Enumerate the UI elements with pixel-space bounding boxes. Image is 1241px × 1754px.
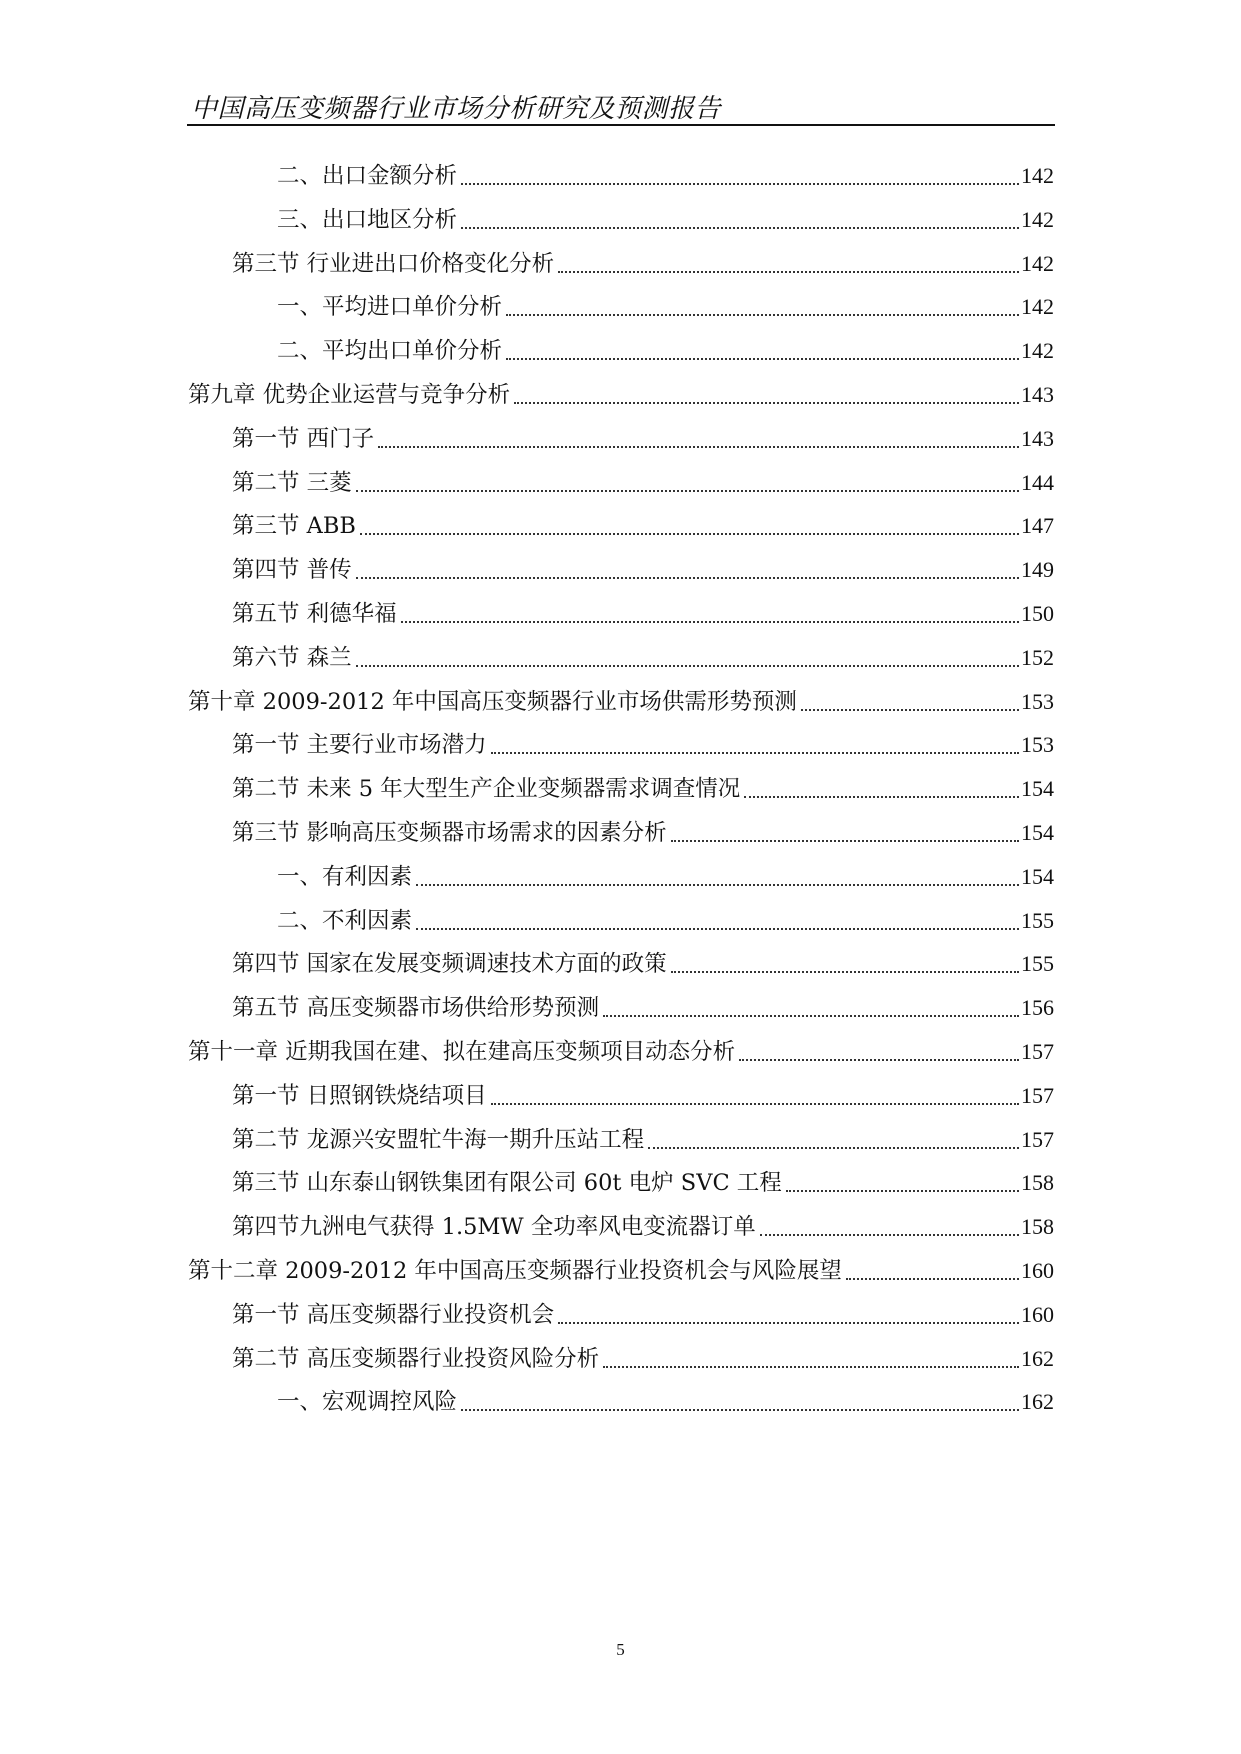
toc-entry-page: 142 — [1021, 163, 1054, 188]
toc-entry-label: 第十二章 2009-2012 年中国高压变频器行业投资机会与风险展望 — [188, 1258, 842, 1284]
toc-entry[interactable] — [277, 853, 1054, 893]
toc-leader-dots — [461, 1408, 1019, 1411]
toc-entry-page: 162 — [1021, 1389, 1054, 1415]
toc-leader-dots — [360, 532, 1019, 535]
toc-leader-dots — [603, 1014, 1019, 1017]
toc-entry[interactable] — [232, 940, 1054, 980]
toc-leader-dots — [356, 664, 1019, 667]
toc-leader-dots — [739, 1058, 1019, 1061]
toc-entry-label: 第九章 优势企业运营与竞争分析 — [188, 382, 511, 408]
toc-entry-page: 158 — [1021, 1170, 1054, 1196]
toc-leader-dots — [514, 401, 1019, 404]
toc-entry-label: 二、出口金额分析 — [277, 163, 458, 189]
toc-leader-dots — [506, 357, 1019, 360]
toc-leader-dots — [801, 708, 1019, 711]
toc-entry-label: 三、出口地区分析 — [277, 206, 458, 233]
toc-entry-page: 143 — [1021, 425, 1054, 451]
toc-entry-page: 153 — [1021, 688, 1054, 714]
toc-leader-dots — [491, 1102, 1019, 1105]
toc-entry-page: 153 — [1021, 732, 1054, 758]
toc-entry[interactable] — [232, 546, 1054, 586]
toc-leader-dots — [558, 270, 1019, 273]
toc-leader-dots — [648, 1146, 1019, 1149]
toc-entry[interactable] — [188, 1028, 1054, 1068]
toc-entry[interactable] — [277, 152, 1054, 192]
toc-entry-label: 第五节 利德华福 — [232, 601, 397, 627]
toc-entry-page: 142 — [1021, 250, 1054, 276]
toc-entry-page: 155 — [1021, 951, 1054, 977]
toc-entry-page: 142 — [1021, 206, 1054, 232]
toc-entry[interactable] — [232, 809, 1054, 849]
toc-entry-page: 156 — [1021, 995, 1054, 1021]
toc-leader-dots — [506, 313, 1019, 316]
toc-leader-dots — [461, 226, 1019, 229]
toc-leader-dots — [603, 1365, 1019, 1368]
toc-leader-dots — [356, 576, 1019, 579]
toc-entry-page: 144 — [1021, 469, 1054, 495]
toc-entry-label: 第四节 普传 — [232, 557, 352, 584]
toc-leader-dots — [760, 1233, 1019, 1236]
toc-entry-label: 第三节 ABB — [232, 513, 356, 540]
toc-entry[interactable] — [232, 502, 1054, 542]
toc-entry-label: 一、有利因素 — [277, 863, 413, 890]
toc-entry-page: 154 — [1021, 820, 1054, 845]
toc-entry[interactable] — [188, 678, 1054, 718]
toc-leader-dots — [416, 927, 1019, 930]
toc-entry-page: 160 — [1021, 1301, 1054, 1327]
toc-entry-page: 160 — [1021, 1258, 1054, 1283]
toc-entry-page: 154 — [1021, 863, 1054, 889]
toc-entry-label: 二、平均出口单价分析 — [277, 338, 503, 365]
toc-entry-label: 第二节 龙源兴安盟牤牛海一期升压站工程 — [232, 1126, 645, 1153]
toc-leader-dots — [461, 182, 1019, 185]
toc-leader-dots — [786, 1189, 1019, 1192]
toc-entry[interactable] — [232, 1116, 1054, 1156]
toc-entry-label: 第一节 高压变频器行业投资机会 — [232, 1301, 555, 1328]
toc-leader-dots — [416, 883, 1019, 886]
toc-entry-label: 第三节 山东泰山钢铁集团有限公司 60t 电炉 SVC 工程 — [232, 1170, 782, 1197]
toc-entry[interactable] — [188, 1247, 1054, 1287]
toc-entry-label: 第一节 西门子 — [232, 425, 375, 452]
toc-leader-dots — [401, 620, 1019, 623]
toc-entry-page: 142 — [1021, 294, 1054, 320]
report-title: 中国高压变频器行业市场分析研究及预测报告 — [191, 94, 722, 124]
toc-entry-page: 158 — [1021, 1214, 1054, 1240]
page-number: 5 — [616, 1640, 625, 1659]
toc-leader-dots — [491, 751, 1019, 754]
toc-entry-page: 150 — [1021, 601, 1054, 626]
toc-entry-label: 第二节 三菱 — [232, 469, 352, 496]
toc-entry-label: 第五节 高压变频器市场供给形势预测 — [232, 995, 600, 1022]
toc-entry-page: 157 — [1021, 1126, 1054, 1152]
toc-entry-label: 第二节 高压变频器行业投资风险分析 — [232, 1345, 600, 1372]
toc-entry-label: 第三节 行业进出口价格变化分析 — [232, 250, 555, 277]
toc-leader-dots — [356, 489, 1019, 492]
toc-entry[interactable] — [232, 721, 1054, 761]
toc-entry[interactable] — [232, 459, 1054, 499]
toc-entry[interactable] — [232, 1203, 1054, 1243]
toc-entry-page: 154 — [1021, 776, 1054, 802]
toc-entry[interactable] — [232, 415, 1054, 455]
toc-leader-dots — [846, 1277, 1019, 1280]
toc-entry-page: 155 — [1021, 907, 1054, 933]
toc-entry-label: 第一节 主要行业市场潜力 — [232, 732, 487, 759]
toc-entry[interactable] — [188, 371, 1054, 411]
toc-entry[interactable] — [232, 590, 1054, 630]
toc-entry-page: 149 — [1021, 557, 1054, 583]
toc-entry-page: 152 — [1021, 644, 1054, 670]
toc-entry-label: 第四节九洲电气获得 1.5MW 全功率风电变流器订单 — [232, 1214, 756, 1241]
toc-entry-label: 第六节 森兰 — [232, 644, 352, 671]
toc-entry-page: 147 — [1021, 513, 1054, 539]
toc-leader-dots — [671, 970, 1019, 973]
toc-entry-label: 一、宏观调控风险 — [277, 1389, 458, 1416]
toc-entry[interactable] — [232, 634, 1054, 674]
toc-entry[interactable] — [232, 1072, 1054, 1112]
toc-entry[interactable] — [277, 196, 1054, 236]
toc-entry-page: 157 — [1021, 1039, 1054, 1064]
toc-entry-page: 157 — [1021, 1082, 1054, 1108]
toc-entry[interactable] — [232, 765, 1054, 805]
toc-entry[interactable] — [232, 1335, 1054, 1375]
toc-entry-page: 143 — [1021, 382, 1054, 407]
toc-entry-page: 142 — [1021, 338, 1054, 364]
toc-leader-dots — [744, 795, 1019, 798]
toc-leader-dots — [671, 839, 1019, 842]
page-header — [187, 82, 1055, 126]
toc-entry[interactable] — [277, 1378, 1054, 1418]
toc-entry-label: 第十一章 近期我国在建、拟在建高压变频项目动态分析 — [188, 1039, 736, 1065]
toc-entry-label: 第三节 影响高压变频器市场需求的因素分析 — [232, 820, 667, 846]
toc-entry[interactable] — [232, 1291, 1054, 1331]
toc-leader-dots — [558, 1321, 1019, 1324]
toc-entry[interactable] — [277, 283, 1054, 323]
toc-entry-label: 第二节 未来 5 年大型生产企业变频器需求调查情况 — [232, 776, 741, 803]
toc-entry[interactable] — [232, 240, 1054, 280]
toc-entry[interactable] — [232, 984, 1054, 1024]
toc-entry[interactable] — [277, 897, 1054, 937]
toc-entry-label: 一、平均进口单价分析 — [277, 294, 503, 321]
toc-entry-label: 第十章 2009-2012 年中国高压变频器行业市场供需形势预测 — [188, 688, 797, 715]
toc-entry-page: 162 — [1021, 1345, 1054, 1371]
toc-entry[interactable] — [232, 1159, 1054, 1199]
toc-entry-label: 二、不利因素 — [277, 907, 413, 934]
toc-entry[interactable] — [277, 327, 1054, 367]
toc-entry-label: 第四节 国家在发展变频调速技术方面的政策 — [232, 951, 667, 978]
toc-entry-label: 第一节 日照钢铁烧结项目 — [232, 1082, 487, 1109]
toc-leader-dots — [378, 445, 1019, 448]
